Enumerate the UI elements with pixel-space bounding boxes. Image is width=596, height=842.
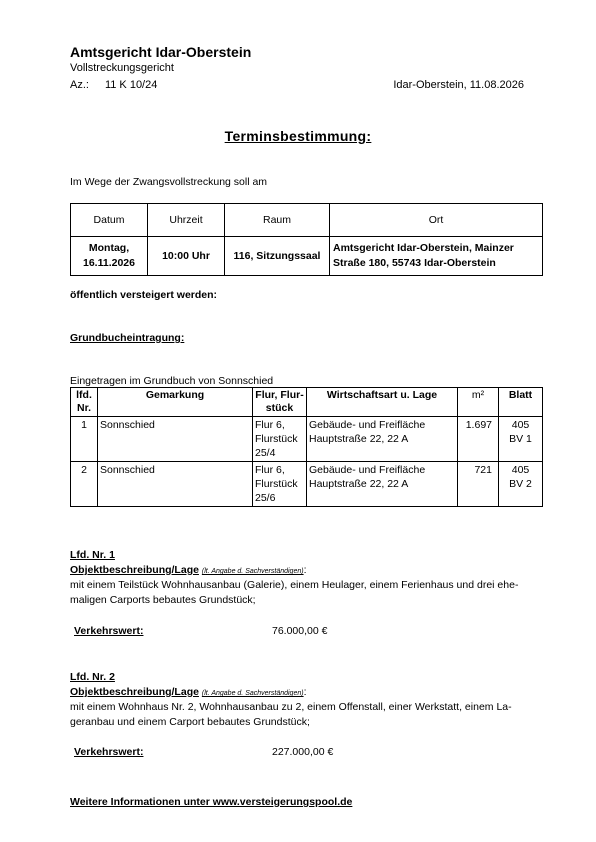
description-line2: maligen Carports bebautes Grundstück; bbox=[70, 594, 256, 606]
court-name: Amtsgericht Idar-Oberstein bbox=[70, 44, 252, 60]
header-flur-1: Flur, Flur- bbox=[255, 389, 304, 401]
appointment-row bbox=[71, 237, 543, 276]
case-number-label: Az.: bbox=[70, 79, 89, 91]
appointment-room: 116, Sitzungssaal bbox=[225, 237, 330, 276]
expert-note: (lt. Angabe d. Sachverständigen) bbox=[201, 690, 304, 697]
land-register-intro: Eingetragen im Grundbuch von Sonnschied bbox=[70, 375, 274, 387]
row-flur-2: Flurstück bbox=[255, 478, 298, 490]
header-datum: Datum bbox=[71, 204, 148, 237]
row-blatt-1: 405 bbox=[511, 419, 530, 431]
row-nr: 2 bbox=[71, 462, 98, 507]
object-1-heading: Lfd. Nr. 1 bbox=[70, 549, 115, 561]
header-nr: Nr. bbox=[76, 402, 91, 414]
row-gemarkung: Sonnschied bbox=[98, 417, 253, 462]
row-art-2: Hauptstraße 22, 22 A bbox=[309, 433, 409, 445]
row-art-1: Gebäude- und Freifläche bbox=[309, 419, 426, 431]
object-2-description-label bbox=[70, 686, 307, 698]
table-row bbox=[71, 462, 543, 507]
location-line1: Amtsgericht Idar-Oberstein, Mainzer bbox=[333, 242, 514, 254]
row-flur-3: 25/6 bbox=[255, 492, 276, 504]
header-m2: m² bbox=[458, 388, 499, 417]
row-flur-2: Flurstück bbox=[255, 433, 298, 445]
intro-text: Im Wege der Zwangsvollstreckung soll am bbox=[70, 176, 268, 188]
description-colon: : bbox=[303, 686, 307, 698]
object-1-description bbox=[70, 578, 542, 608]
land-register-header-row bbox=[71, 388, 543, 417]
case-number-value: 11 K 10/24 bbox=[104, 79, 158, 91]
header-lfd: lfd. bbox=[76, 389, 92, 401]
header-flur bbox=[253, 388, 307, 417]
object-2-description bbox=[70, 700, 542, 730]
row-m2: 721 bbox=[458, 462, 499, 507]
appointment-weekday: Montag, bbox=[88, 242, 130, 254]
row-flur bbox=[253, 462, 307, 507]
header-wirtschaftsart: Wirtschaftsart u. Lage bbox=[307, 388, 458, 417]
header-gemarkung: Gemarkung bbox=[98, 388, 253, 417]
row-blatt bbox=[499, 417, 543, 462]
description-colon: : bbox=[303, 564, 307, 576]
appointment-date-value: 16.11.2026 bbox=[83, 257, 135, 269]
row-blatt-2: BV 2 bbox=[509, 478, 532, 490]
row-flur-1: Flur 6, bbox=[255, 464, 285, 476]
description-label: Objektbeschreibung/Lage bbox=[70, 564, 199, 576]
header-raum: Raum bbox=[225, 204, 330, 237]
object-2-value-label: Verkehrswert: bbox=[74, 746, 144, 758]
header-lfd-nr bbox=[71, 388, 98, 417]
row-nr: 1 bbox=[71, 417, 98, 462]
description-line2: geranbau und einem Carport bebautes Grundstück; bbox=[70, 716, 310, 728]
header-uhrzeit: Uhrzeit bbox=[148, 204, 225, 237]
appointment-date bbox=[71, 237, 148, 276]
object-1-description-label bbox=[70, 564, 307, 576]
description-line1: mit einem Wohnhaus Nr. 2, Wohnhausanbau zu 2, einem Offenstall, einer Werkstatt, einem La- bbox=[70, 701, 512, 713]
case-number bbox=[70, 79, 157, 91]
row-gemarkung: Sonnschied bbox=[98, 462, 253, 507]
description-line1: mit einem Teilstück Wohnhausanbau (Galerie), einem Heulager, einem Ferienhaus und drei ehe- bbox=[70, 579, 519, 591]
sold-text: öffentlich versteigert werden: bbox=[70, 289, 218, 301]
document-title: Terminsbestimmung: bbox=[224, 128, 372, 144]
row-blatt bbox=[499, 462, 543, 507]
row-art-1: Gebäude- und Freifläche bbox=[309, 464, 426, 476]
row-flur-1: Flur 6, bbox=[255, 419, 285, 431]
header-ort: Ort bbox=[330, 204, 543, 237]
land-register-heading: Grundbucheintragung: bbox=[70, 332, 185, 344]
court-department: Vollstreckungsgericht bbox=[70, 62, 174, 74]
row-m2: 1.697 bbox=[458, 417, 499, 462]
header-flur-2: stück bbox=[265, 402, 294, 414]
row-flur-3: 25/4 bbox=[255, 447, 276, 459]
table-row bbox=[71, 417, 543, 462]
object-1-value-label: Verkehrswert: bbox=[74, 625, 144, 637]
expert-note: (lt. Angabe d. Sachverständigen) bbox=[201, 568, 304, 575]
row-wirtschaftsart bbox=[307, 462, 458, 507]
object-2-heading: Lfd. Nr. 2 bbox=[70, 671, 115, 683]
object-1-value: 76.000,00 € bbox=[272, 625, 328, 637]
row-blatt-2: BV 1 bbox=[509, 433, 532, 445]
appointment-table bbox=[70, 203, 543, 276]
appointment-header-row bbox=[71, 204, 543, 237]
description-label: Objektbeschreibung/Lage bbox=[70, 686, 199, 698]
row-flur bbox=[253, 417, 307, 462]
header-blatt: Blatt bbox=[499, 388, 543, 417]
object-2-value: 227.000,00 € bbox=[272, 746, 334, 758]
appointment-time: 10:00 Uhr bbox=[148, 237, 225, 276]
more-info-link[interactable]: Weitere Informationen unter www.versteigerungspool.de bbox=[70, 796, 353, 808]
appointment-location bbox=[330, 237, 543, 276]
place-date: Idar-Oberstein, 11.08.2026 bbox=[393, 79, 524, 91]
row-art-2: Hauptstraße 22, 22 A bbox=[309, 478, 409, 490]
land-register-table bbox=[70, 387, 543, 507]
row-blatt-1: 405 bbox=[511, 464, 530, 476]
location-line2: Straße 180, 55743 Idar-Oberstein bbox=[333, 257, 496, 269]
row-wirtschaftsart bbox=[307, 417, 458, 462]
